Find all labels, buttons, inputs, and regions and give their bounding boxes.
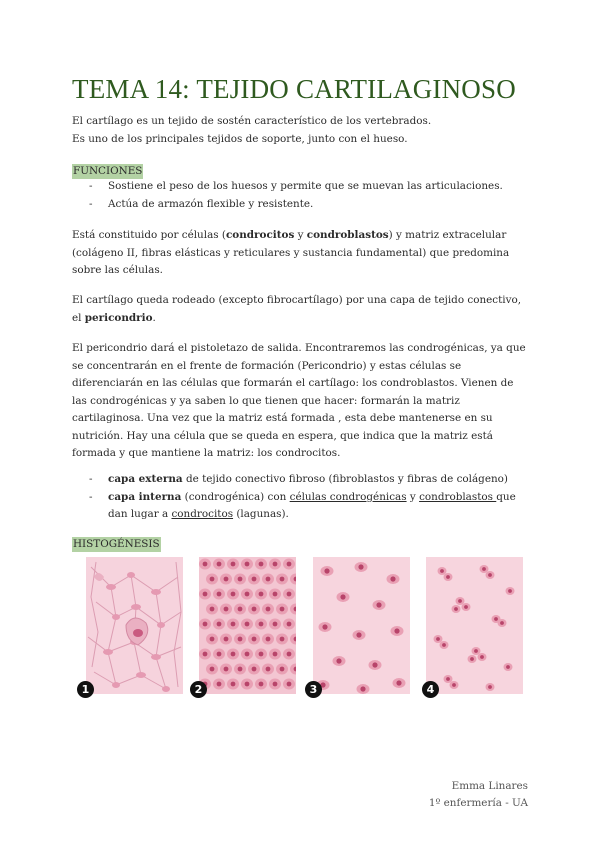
term-condrocitos: condrocitos: [171, 508, 234, 520]
cell-nucleus: [280, 577, 285, 582]
intro-line-2: Es uno de los principales tejidos de soporte, junto con el hueso.: [72, 132, 408, 145]
cell-nucleus: [224, 637, 229, 642]
cell-nucleus: [224, 577, 229, 582]
cell-nucleus: [203, 622, 208, 627]
cell-nucleus: [210, 667, 215, 672]
cell-nucleus: [273, 592, 278, 597]
histology-image-mesenchyme: [86, 557, 183, 694]
cell-nucleus: [464, 605, 468, 609]
histology-image-mature-cartilage: [426, 557, 523, 694]
cell-nucleus: [259, 622, 264, 627]
term-condroblastos: condroblastos: [306, 229, 389, 241]
cell-nucleus: [245, 592, 250, 597]
cell-nucleus: [210, 577, 215, 582]
cell-nucleus: [280, 607, 285, 612]
cell-nucleus: [273, 622, 278, 627]
histology-image-chondroblasts: [199, 557, 296, 694]
cell-nucleus: [474, 649, 478, 653]
cell-nucleus: [252, 637, 257, 642]
cell-nucleus: [470, 657, 474, 661]
cell-nucleus: [273, 682, 278, 687]
cell-nucleus: [238, 607, 243, 612]
funciones-heading: FUNCIONES: [73, 165, 143, 177]
cell-nucleus: [238, 577, 243, 582]
text-span: y: [294, 229, 307, 241]
list-item: - Actúa de armazón flexible y resistente.: [72, 196, 528, 214]
intro-paragraph: [72, 113, 528, 148]
text-span: de tejido conectivo fibroso (fibroblastos y fibras de colágeno): [182, 473, 508, 485]
cell-nucleus: [287, 592, 292, 597]
text-span: .: [152, 311, 156, 324]
list-item: - Sostiene el peso de los huesos y permite que se muevan las articulaciones.: [72, 178, 528, 196]
cell-nucleus: [446, 677, 450, 681]
cell-nucleus: [245, 622, 250, 627]
cell-nucleus: [273, 562, 278, 567]
text-span: ) y matriz extracelular (colágeno II, fibras elásticas y reticulares y sustancia fundamental) que predomina sobre las células.: [72, 229, 510, 276]
cell-nucleus: [324, 568, 329, 573]
cell-nucleus: [506, 665, 510, 669]
list-item-capa-externa: [72, 471, 528, 489]
figure-number-3: 3: [305, 681, 322, 698]
text-span: y: [406, 490, 420, 503]
capas-list: [72, 471, 528, 524]
footer-course: 1º enfermería - UA: [428, 797, 528, 809]
cell-nucleus: [224, 607, 229, 612]
cell-nucleus: [217, 682, 222, 687]
text-span: (condrogénica) con: [181, 490, 290, 503]
cell-nucleus: [376, 602, 381, 607]
cell-nucleus: [446, 575, 450, 579]
cell-nucleus: [266, 637, 271, 642]
cell-nucleus: [440, 569, 444, 573]
cell-nucleus: [217, 592, 222, 597]
histology-image-young-cartilage: [313, 557, 410, 694]
cell-nucleus: [259, 682, 264, 687]
text-span: que dan lugar a: [108, 490, 516, 520]
term-celulas-condrogenicas: células condrogénicas: [289, 490, 407, 503]
cell-nucleus: [372, 662, 377, 667]
cell-nucleus: [245, 682, 250, 687]
cell-nucleus: [210, 607, 215, 612]
cell-nucleus: [259, 652, 264, 657]
cell-nucleus: [287, 562, 292, 567]
cell-nucleus: [488, 573, 492, 577]
cell-nucleus: [360, 686, 365, 691]
figure-number-1: 1: [77, 681, 94, 698]
histogenesis-heading: HISTOGÉNESIS: [73, 538, 160, 550]
cell-nucleus: [488, 685, 492, 689]
cell-nucleus: [238, 637, 243, 642]
cell-nucleus: [287, 622, 292, 627]
cell-nucleus: [458, 599, 462, 603]
term-pericondrio: pericondrio: [84, 311, 153, 324]
cell-nucleus: [280, 667, 285, 672]
term-condroblastos: condroblastos: [419, 490, 497, 503]
text-span: Está constituido por células (: [72, 229, 226, 241]
cell-nucleus: [231, 622, 236, 627]
page-title: TEMA 14: TEJIDO CARTILAGINOSO: [72, 74, 516, 104]
cell-nucleus: [273, 652, 278, 657]
term-capa-interna: capa interna: [108, 490, 182, 503]
cell-nucleus: [322, 624, 327, 629]
cell-nucleus: [203, 562, 208, 567]
cell-nucleus: [482, 567, 486, 571]
cell-nucleus: [252, 667, 257, 672]
cell-nucleus: [231, 652, 236, 657]
cell-nucleus: [356, 632, 361, 637]
cell-nucleus: [245, 652, 250, 657]
cell-nucleus: [394, 628, 399, 633]
cell-nucleus: [390, 576, 395, 581]
cell-nucleus: [436, 637, 440, 641]
term-capa-externa: capa externa: [108, 473, 183, 485]
composicion-paragraph: [72, 227, 528, 280]
cell-nucleus: [266, 667, 271, 672]
cell-nucleus: [259, 562, 264, 567]
cell-nucleus: [508, 589, 512, 593]
cell-nucleus: [231, 562, 236, 567]
cell-nucleus: [358, 564, 363, 569]
cell-nucleus: [336, 658, 341, 663]
cell-nucleus: [396, 680, 401, 685]
intro-line-1: El cartílago es un tejido de sostén característico de los vertebrados.: [72, 115, 432, 127]
cell-nucleus: [217, 622, 222, 627]
cell-nucleus: [266, 607, 271, 612]
pericondrio-paragraph: El pericondrio dará el pistoletazo de salida. Encontraremos las condrogénicas, ya que se concentrarán en el frente de formación (Pericondrio) y estas células se diferenciarán en las células que formarán el cartílago: los condroblastos. Vienen de las condrogénicas y ya saben lo que tienen que hacer: formarán la matriz cartilaginosa. Una vez que la matriz está formada , esta debe mantenerse en su nutrición. Hay una célula que se queda en espera, que indica que la matriz está formada y que mantiene la matriz: los condrocitos.: [72, 342, 526, 459]
text-span: (lagunas).: [233, 508, 289, 520]
cell-nucleus: [480, 655, 484, 659]
cell-nucleus: [217, 652, 222, 657]
term-condrocitos: condrocitos: [225, 229, 295, 241]
cell-nucleus: [454, 607, 458, 611]
cell-nucleus: [224, 667, 229, 672]
cell-nucleus: [452, 683, 456, 687]
cell-nucleus: [210, 637, 215, 642]
cell-nucleus: [287, 682, 292, 687]
cell-nucleus: [280, 637, 285, 642]
cell-nucleus: [340, 594, 345, 599]
text-span: El cartílago queda rodeado (excepto fibrocartílago) por una capa de tejido conectivo, el: [72, 294, 522, 324]
cell-nucleus: [217, 562, 222, 567]
pericondrio-intro-paragraph: [72, 292, 528, 327]
cell-nucleus: [203, 592, 208, 597]
cell-nucleus: [500, 621, 504, 625]
cell-nucleus: [442, 643, 446, 647]
cell-nucleus: [231, 682, 236, 687]
list-item-capa-interna: [72, 489, 528, 524]
cell-nucleus: [252, 607, 257, 612]
cell-nucleus: [252, 577, 257, 582]
footer-author: Emma Linares: [451, 780, 528, 792]
cell-nucleus: [259, 592, 264, 597]
figure-number-2: 2: [190, 681, 207, 698]
cell-nucleus: [266, 577, 271, 582]
cell-nucleus: [231, 592, 236, 597]
cell-nucleus: [238, 667, 243, 672]
cell-nucleus: [287, 652, 292, 657]
cell-nucleus: [494, 617, 498, 621]
cell-nucleus: [203, 652, 208, 657]
figure-number-4: 4: [422, 681, 439, 698]
funciones-list: [72, 178, 528, 213]
cell-nucleus: [245, 562, 250, 567]
